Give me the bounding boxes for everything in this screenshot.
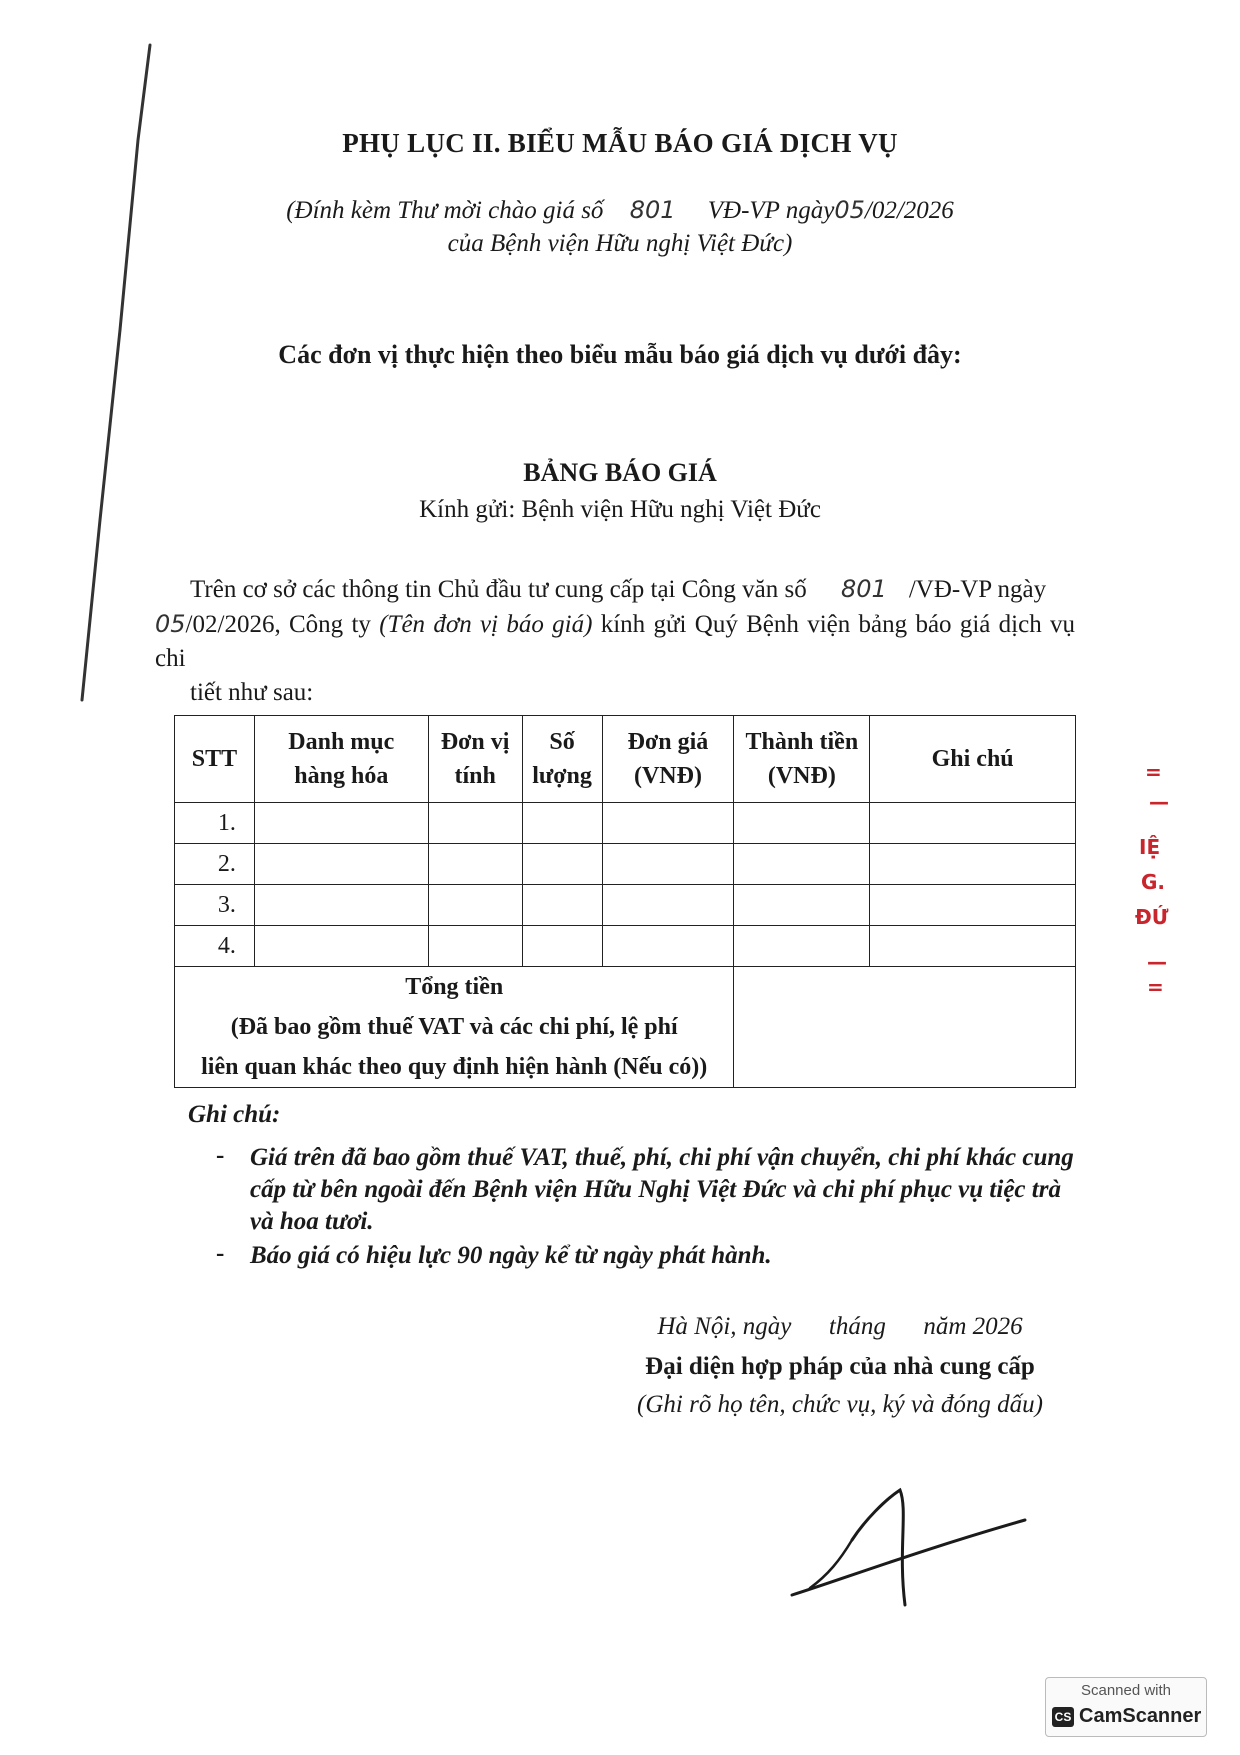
note-bullet: - — [216, 1142, 225, 1169]
table-row: 1. — [175, 803, 1076, 844]
place-date: Hà Nội, ngày tháng năm 2026 — [657, 1313, 1023, 1340]
attachment-line-1: (Đính kèm Thư mời chào giá số 801 VĐ-VP ngày05/02/2026 — [286, 196, 954, 224]
table-row: 3. — [175, 885, 1076, 926]
appendix-title: PHỤ LỤC II. BIỂU MẪU BÁO GIÁ DỊCH VỤ — [342, 128, 898, 158]
total-value — [734, 967, 1076, 1088]
intro-paragraph: Trên cơ sở các thông tin Chủ đầu tư cung cấp tại Công văn số 801 /VĐ-VP ngày 05/02/2026, Công ty (Tên đơn vị báo giá) kính gửi Quý Bệnh viện bảng báo giá dịch vụ chi tiết như sau: — [155, 575, 1076, 706]
camscanner-logo-icon: CS — [1052, 1707, 1074, 1727]
addressee: Kính gửi: Bệnh viện Hữu nghị Việt Đức — [419, 496, 821, 523]
header-unit-price: Đơn giá (VNĐ) — [602, 716, 734, 803]
intro-text: Các đơn vị thực hiện theo biểu mẫu báo giá dịch vụ dưới đây: — [278, 340, 962, 369]
notes-label: Ghi chú: — [188, 1101, 281, 1128]
table-row: 4. — [175, 926, 1076, 967]
handwritten-day: 05 — [834, 196, 865, 224]
table-row: 2. — [175, 844, 1076, 885]
total-label: Tổng tiền (Đã bao gồm thuế VAT và các chi phí, lệ phí liên quan khác theo quy định hiện hành (Nếu có)) — [175, 967, 734, 1088]
header-note: Ghi chú — [870, 716, 1076, 803]
handwritten-signature — [780, 1480, 1040, 1610]
company-placeholder: (Tên đơn vị báo giá) — [379, 611, 593, 638]
representative-title: Đại diện hợp pháp của nhà cung cấp — [645, 1353, 1035, 1380]
note-2: Báo giá có hiệu lực 90 ngày kể từ ngày phát hành. — [250, 1242, 772, 1269]
attachment-line-2: của Bệnh viện Hữu nghị Việt Đức) — [447, 230, 793, 257]
note-1: Giá trên đã bao gồm thuế VAT, thuế, phí, chi phí vận chuyển, chi phí khác cung cấp từ bên ngoài đến Bệnh viện Hữu Nghị Việt Đức và chi phí phục vụ tiệc trà và hoa tươi. — [250, 1144, 1074, 1235]
camscanner-watermark: Scanned with CS CamScanner — [1045, 1677, 1207, 1737]
header-stt: STT — [175, 716, 255, 803]
table-total-row — [175, 967, 1076, 1088]
signature-instruction: (Ghi rõ họ tên, chức vụ, ký và đóng dấu) — [637, 1391, 1043, 1418]
header-unit: Đơn vị tính — [428, 716, 522, 803]
header-quantity: Số lượng — [522, 716, 602, 803]
header-amount: Thành tiền (VNĐ) — [734, 716, 870, 803]
handwritten-number: 801 — [841, 575, 887, 603]
quote-title: BẢNG BÁO GIÁ — [523, 458, 717, 487]
red-stamp-edge: = — IỆ G. ĐỨ — = — [1135, 760, 1169, 999]
quotation-table — [174, 715, 1076, 1088]
handwritten-day: 05 — [155, 610, 186, 638]
table-header-row — [175, 716, 1076, 803]
handwritten-number: 801 — [629, 196, 676, 224]
note-bullet: - — [216, 1240, 225, 1267]
header-item: Danh mục hàng hóa — [254, 716, 428, 803]
